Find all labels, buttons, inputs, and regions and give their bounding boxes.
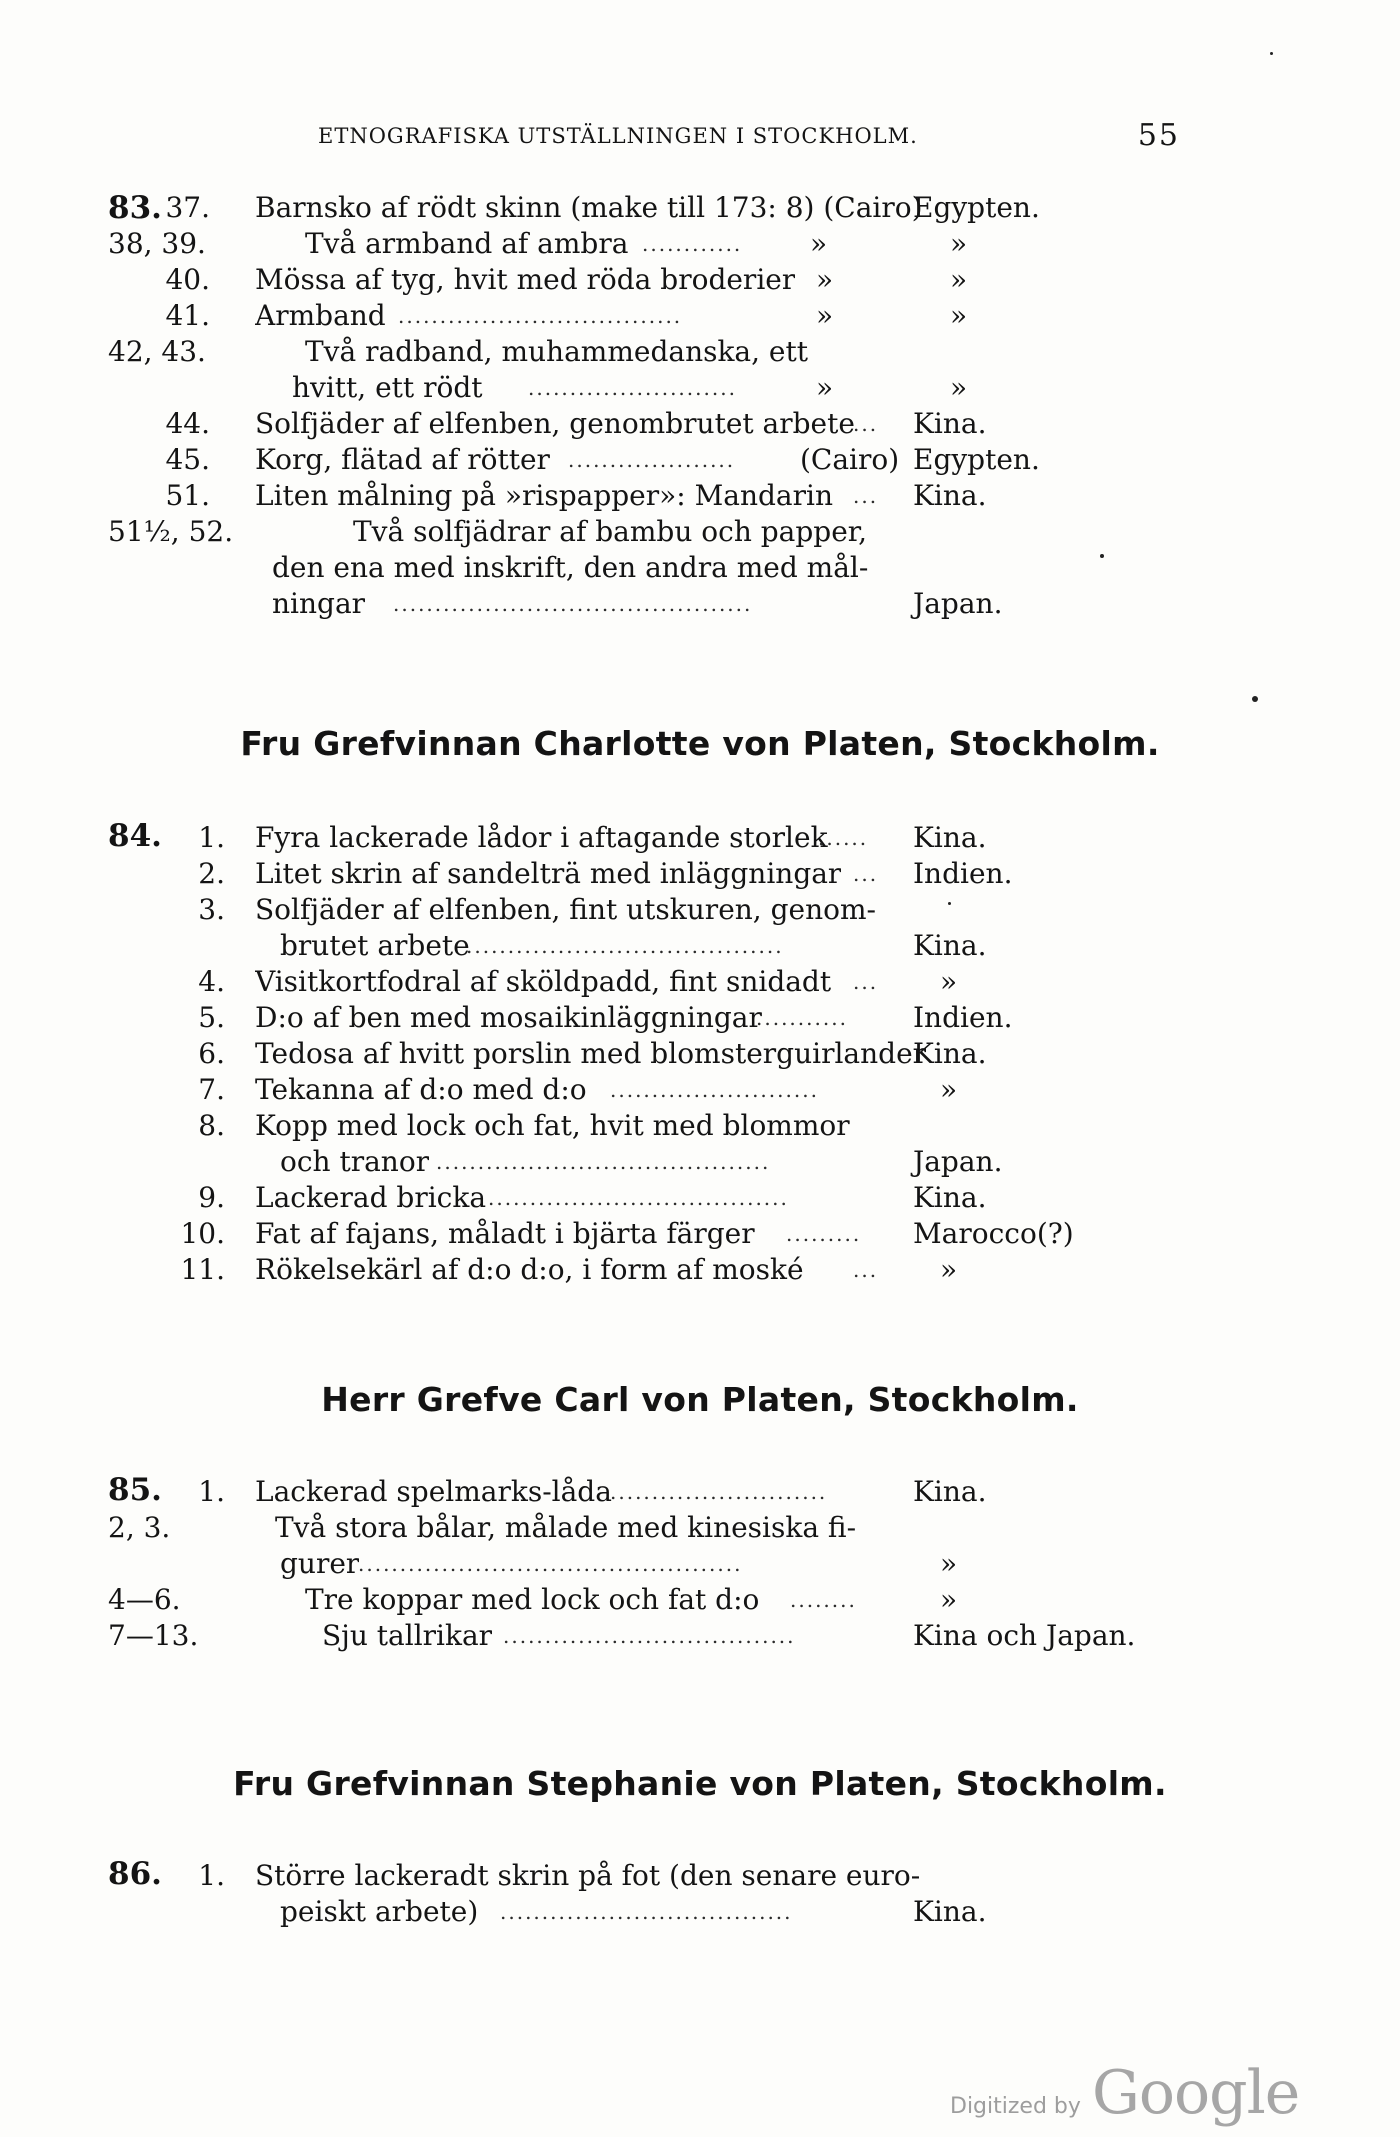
item-description: Två stora bålar, målade med kinesiska fi- xyxy=(275,1511,857,1544)
leader-dots: ............ xyxy=(642,232,743,256)
item-origin: » xyxy=(816,263,834,296)
page-number: 55 xyxy=(1137,118,1180,153)
item-description: Två solfjädrar af bambu och papper, xyxy=(353,515,867,548)
item-description: Lackerad spelmarks-låda xyxy=(255,1475,612,1508)
item-description: brutet arbete xyxy=(280,929,470,962)
item-origin: » xyxy=(940,1073,958,1106)
scan-speck xyxy=(948,902,951,905)
item-description: Fat af fajans, måladt i bjärta färger xyxy=(255,1217,755,1250)
item-description: Tekanna af d:o med d:o xyxy=(255,1073,587,1106)
lot-number: 86. xyxy=(108,1856,162,1892)
scan-speck xyxy=(1270,52,1273,55)
item-description: Solfjäder af elfenben, genombrutet arbete xyxy=(255,407,855,440)
item-number: 6. xyxy=(198,1037,225,1070)
item-origin: » xyxy=(940,965,958,998)
leader-dots: ... xyxy=(853,970,879,994)
item-origin: Japan. xyxy=(913,1145,1003,1178)
item-origin: » xyxy=(940,1547,958,1580)
item-description: den ena med inskrift, den andra med mål- xyxy=(272,551,869,584)
item-description: ningar xyxy=(272,587,366,620)
item-number: 8. xyxy=(198,1109,225,1142)
item-description: Två radband, muhammedanska, ett xyxy=(305,335,809,368)
item-description: Barnsko af rödt skinn (make till 173: 8) (Cairo) xyxy=(255,191,923,224)
item-description: Fyra lackerade lådor i aftagande storlek xyxy=(255,821,828,854)
item-description: gurer xyxy=(280,1547,360,1580)
item-number: 38, 39. xyxy=(108,227,206,260)
item-origin: Indien. xyxy=(913,1001,1013,1034)
section-heading: Herr Grefve Carl von Platen, Stockholm. xyxy=(321,1380,1079,1419)
scan-speck xyxy=(1100,554,1104,558)
item-description: Liten målning på »rispapper»: Mandarin xyxy=(255,479,833,512)
lot-number: 85. xyxy=(108,1472,162,1508)
item-number: 2, 3. xyxy=(108,1511,171,1544)
item-origin: Egypten. xyxy=(913,443,1040,476)
item-description: Större lackeradt skrin på fot (den senare euro- xyxy=(255,1859,921,1892)
ditto-mark: » xyxy=(950,263,968,296)
item-description: Sju tallrikar xyxy=(322,1619,493,1652)
item-description: Kopp med lock och fat, hvit med blommor xyxy=(255,1109,850,1142)
item-number: 51½, 52. xyxy=(108,515,234,548)
leader-dots: .................... xyxy=(568,448,736,472)
leader-dots: ......... xyxy=(786,1222,862,1246)
item-origin: Kina. xyxy=(913,1181,987,1214)
item-description: Armband xyxy=(255,299,386,332)
item-description: Tre koppar med lock och fat d:o xyxy=(305,1583,760,1616)
item-origin: Kina. xyxy=(913,479,987,512)
leader-dots: ................................... xyxy=(500,1900,793,1924)
item-description: Mössa af tyg, hvit med röda broderier xyxy=(255,263,796,296)
item-number: 2. xyxy=(198,857,225,890)
leader-dots: .............................................. xyxy=(358,1552,743,1576)
leader-dots: .................................... xyxy=(488,1186,789,1210)
item-number: 10. xyxy=(180,1217,225,1250)
ditto-mark: » xyxy=(950,299,968,332)
item-origin: Kina. xyxy=(913,407,987,440)
item-origin: Kina. xyxy=(913,1037,987,1070)
leader-dots: ........... xyxy=(756,1006,848,1030)
item-origin: » xyxy=(940,1583,958,1616)
digitized-by-google-watermark xyxy=(950,2058,1299,2128)
digitized-by-label: Digitized by xyxy=(950,2094,1081,2119)
item-description: Solfjäder af elfenben, fint utskuren, genom- xyxy=(255,893,876,926)
item-number: 4—6. xyxy=(108,1583,181,1616)
item-origin: Kina. xyxy=(913,929,987,962)
leader-dots: ................................... xyxy=(503,1624,796,1648)
item-origin: » xyxy=(816,299,834,332)
item-number: 11. xyxy=(180,1253,225,1286)
google-logo: Google xyxy=(1092,2058,1300,2128)
leader-dots: .................................. xyxy=(398,304,683,328)
leader-dots: ...... xyxy=(818,826,869,850)
leader-dots: ........ xyxy=(790,1588,857,1612)
item-description: Lackerad bricka xyxy=(255,1181,487,1214)
item-origin: » xyxy=(810,227,828,260)
item-origin: » xyxy=(940,1253,958,1286)
item-origin: » xyxy=(816,371,834,404)
item-number: 3. xyxy=(198,893,225,926)
section-heading: Fru Grefvinnan Charlotte von Platen, Stockholm. xyxy=(240,724,1160,763)
leader-dots: ........................................ xyxy=(436,1150,771,1174)
item-number: 51. xyxy=(165,479,210,512)
item-number: 1. xyxy=(198,1475,225,1508)
item-origin: Marocco(?) xyxy=(913,1217,1074,1250)
item-number: 7—13. xyxy=(108,1619,199,1652)
leader-dots: ........................................... xyxy=(393,592,753,616)
lot-number: 83. xyxy=(108,190,162,226)
item-description: Två armband af ambra xyxy=(305,227,629,260)
leader-dots: ......................... xyxy=(528,376,737,400)
item-origin: Kina. xyxy=(913,1895,987,1928)
item-description: Visitkortfodral af sköldpadd, fint snidadt xyxy=(255,965,832,998)
leader-dots: ... xyxy=(853,862,879,886)
item-description: och tranor xyxy=(280,1145,430,1178)
leader-dots: ... xyxy=(853,1258,879,1282)
lot-number: 84. xyxy=(108,818,162,854)
ditto-mark: » xyxy=(950,227,968,260)
scan-speck xyxy=(1252,696,1258,702)
item-number: 1. xyxy=(198,1859,225,1892)
leader-dots: ... xyxy=(853,484,879,508)
leader-dots: ...................................... xyxy=(466,934,784,958)
item-number: 42, 43. xyxy=(108,335,206,368)
item-number: 45. xyxy=(165,443,210,476)
leader-dots: ......................... xyxy=(610,1078,819,1102)
item-description: Rökelsekärl af d:o d:o, i form af moské xyxy=(255,1253,804,1286)
item-origin: Egypten. xyxy=(913,191,1040,224)
item-number: 9. xyxy=(198,1181,225,1214)
item-origin: Kina. xyxy=(913,1475,987,1508)
ditto-mark: » xyxy=(950,371,968,404)
item-number: 44. xyxy=(165,407,210,440)
item-number: 1. xyxy=(198,821,225,854)
item-description: hvitt, ett rödt xyxy=(292,371,483,404)
item-description: Korg, flätad af rötter xyxy=(255,443,550,476)
leader-dots: .......................... xyxy=(610,1480,828,1504)
item-description: D:o af ben med mosaikinläggningar xyxy=(255,1001,762,1034)
item-description: peiskt arbete) xyxy=(280,1895,479,1928)
item-number: 41. xyxy=(165,299,210,332)
item-number: 5. xyxy=(198,1001,225,1034)
item-description: Litet skrin af sandelträ med inläggningar xyxy=(255,857,842,890)
running-head-title: ETNOGRAFISKA UTSTÄLLNINGEN I STOCKHOLM. xyxy=(318,124,918,148)
item-provenance: (Cairo) xyxy=(800,443,900,476)
item-origin: Indien. xyxy=(913,857,1013,890)
item-number: 37. xyxy=(165,191,210,224)
section-heading: Fru Grefvinnan Stephanie von Platen, Stockholm. xyxy=(233,1764,1167,1803)
item-origin: Kina och Japan. xyxy=(913,1619,1136,1652)
item-number: 7. xyxy=(198,1073,225,1106)
item-number: 4. xyxy=(198,965,225,998)
item-origin: Kina. xyxy=(913,821,987,854)
leader-dots: ... xyxy=(853,412,879,436)
item-description: Tedosa af hvitt porslin med blomsterguirlander xyxy=(255,1037,927,1070)
item-number: 40. xyxy=(165,263,210,296)
item-origin: Japan. xyxy=(913,587,1003,620)
